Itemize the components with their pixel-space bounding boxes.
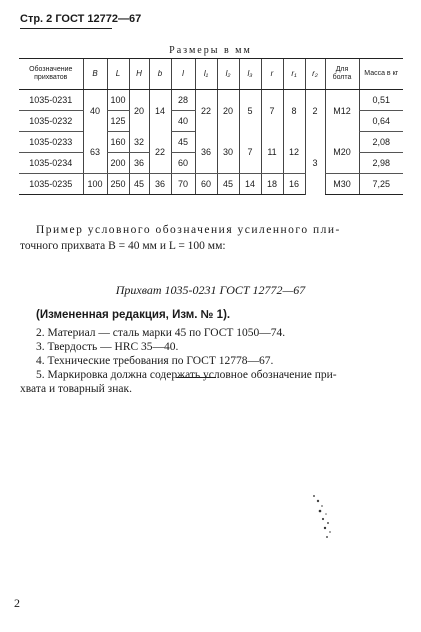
cell-l: 45 xyxy=(171,132,195,153)
cell-B: 63 xyxy=(83,132,107,174)
cell-mass: 0,64 xyxy=(359,111,403,132)
revision-note: (Измененная редакция, Изм. № 1). xyxy=(36,309,231,321)
cell-L: 160 xyxy=(107,132,129,153)
cell-L: 125 xyxy=(107,111,129,132)
header-bolt: Для болта xyxy=(325,59,359,90)
cell-L: 200 xyxy=(107,153,129,174)
note-tech-requirements: 4. Технические требования по ГОСТ 12778—67. xyxy=(36,355,274,367)
cell-mass: 2,08 xyxy=(359,132,403,153)
page-number: 2 xyxy=(14,596,20,610)
cell-l: 60 xyxy=(171,153,195,174)
cell-r1: 12 xyxy=(283,132,305,174)
table-title: Размеры в мм xyxy=(169,45,252,56)
cell-B: 100 xyxy=(83,174,107,195)
page-header: Стр. 2 ГОСТ 12772—67 xyxy=(20,13,142,25)
cell-r: 11 xyxy=(261,132,283,174)
header-l2: l₂ xyxy=(217,59,239,90)
cell-H: 32 xyxy=(129,132,149,153)
cell-r1: 8 xyxy=(283,90,305,132)
cell-bolt: М12 xyxy=(325,90,359,132)
cell-l: 70 xyxy=(171,174,195,195)
cell-r2: 3 xyxy=(305,132,325,195)
cell-designation: 1035-0232 xyxy=(19,111,83,132)
cell-designation: 1035-0235 xyxy=(19,174,83,195)
note-marking-line2: хвата и товарный знак. xyxy=(20,383,132,395)
header-B: B xyxy=(83,59,107,90)
cell-b: 36 xyxy=(149,174,171,195)
header-b: b xyxy=(149,59,171,90)
cell-L: 100 xyxy=(107,90,129,111)
cell-l3: 7 xyxy=(239,132,261,174)
header-H: H xyxy=(129,59,149,90)
header-L: L xyxy=(107,59,129,90)
cell-L: 250 xyxy=(107,174,129,195)
cell-H: 45 xyxy=(129,174,149,195)
dimensions-table xyxy=(19,58,403,195)
cell-b: 22 xyxy=(149,132,171,174)
table-row xyxy=(19,132,403,153)
note-marking-line1: 5. Маркировка должна содержать условное обозначение при- xyxy=(36,369,337,381)
cell-r2: 2 xyxy=(305,90,325,132)
scan-specks xyxy=(308,492,338,540)
example-intro-line2: точного прихвата B = 40 мм и L = 100 мм: xyxy=(20,240,226,252)
header-r2: r₂ xyxy=(305,59,325,90)
cell-l2: 30 xyxy=(217,132,239,174)
header-rule xyxy=(20,28,112,29)
header-l3: l₃ xyxy=(239,59,261,90)
cell-mass: 0,51 xyxy=(359,90,403,111)
cell-r1: 16 xyxy=(283,174,305,195)
note-hardness: 3. Твердость — HRC 35—40. xyxy=(36,341,179,353)
section-rule xyxy=(176,377,216,378)
cell-l3: 14 xyxy=(239,174,261,195)
cell-l3: 5 xyxy=(239,90,261,132)
cell-l: 28 xyxy=(171,90,195,111)
table-row xyxy=(19,174,403,195)
header-designation: Обозначение прихватов xyxy=(19,59,83,90)
header-r: r xyxy=(261,59,283,90)
example-designation: Прихват 1035-0231 ГОСТ 12772—67 xyxy=(115,283,306,297)
header-l1: l₁ xyxy=(195,59,217,90)
header-l: l xyxy=(171,59,195,90)
table-row xyxy=(19,90,403,111)
cell-mass: 7,25 xyxy=(359,174,403,195)
header-r1: r₁ xyxy=(283,59,305,90)
cell-bolt: М20 xyxy=(325,132,359,174)
cell-designation: 1035-0233 xyxy=(19,132,83,153)
cell-H: 20 xyxy=(129,90,149,132)
cell-l1: 36 xyxy=(195,132,217,174)
cell-designation: 1035-0231 xyxy=(19,90,83,111)
cell-r: 7 xyxy=(261,90,283,132)
cell-r: 18 xyxy=(261,174,283,195)
cell-l: 40 xyxy=(171,111,195,132)
cell-bolt: М30 xyxy=(325,174,359,195)
cell-mass: 2,98 xyxy=(359,153,403,174)
cell-b: 14 xyxy=(149,90,171,132)
cell-designation: 1035-0234 xyxy=(19,153,83,174)
cell-H: 36 xyxy=(129,153,149,174)
table-header-row xyxy=(19,59,403,90)
note-material: 2. Материал — сталь марки 45 по ГОСТ 1050—74. xyxy=(36,327,286,339)
header-mass: Масса в кг xyxy=(359,59,403,90)
example-intro-line1: Пример условного обозначения усиленного пли- xyxy=(36,224,341,236)
cell-l2: 20 xyxy=(217,90,239,132)
cell-l1: 60 xyxy=(195,174,217,195)
cell-l1: 22 xyxy=(195,90,217,132)
cell-B: 40 xyxy=(83,90,107,132)
cell-l2: 45 xyxy=(217,174,239,195)
